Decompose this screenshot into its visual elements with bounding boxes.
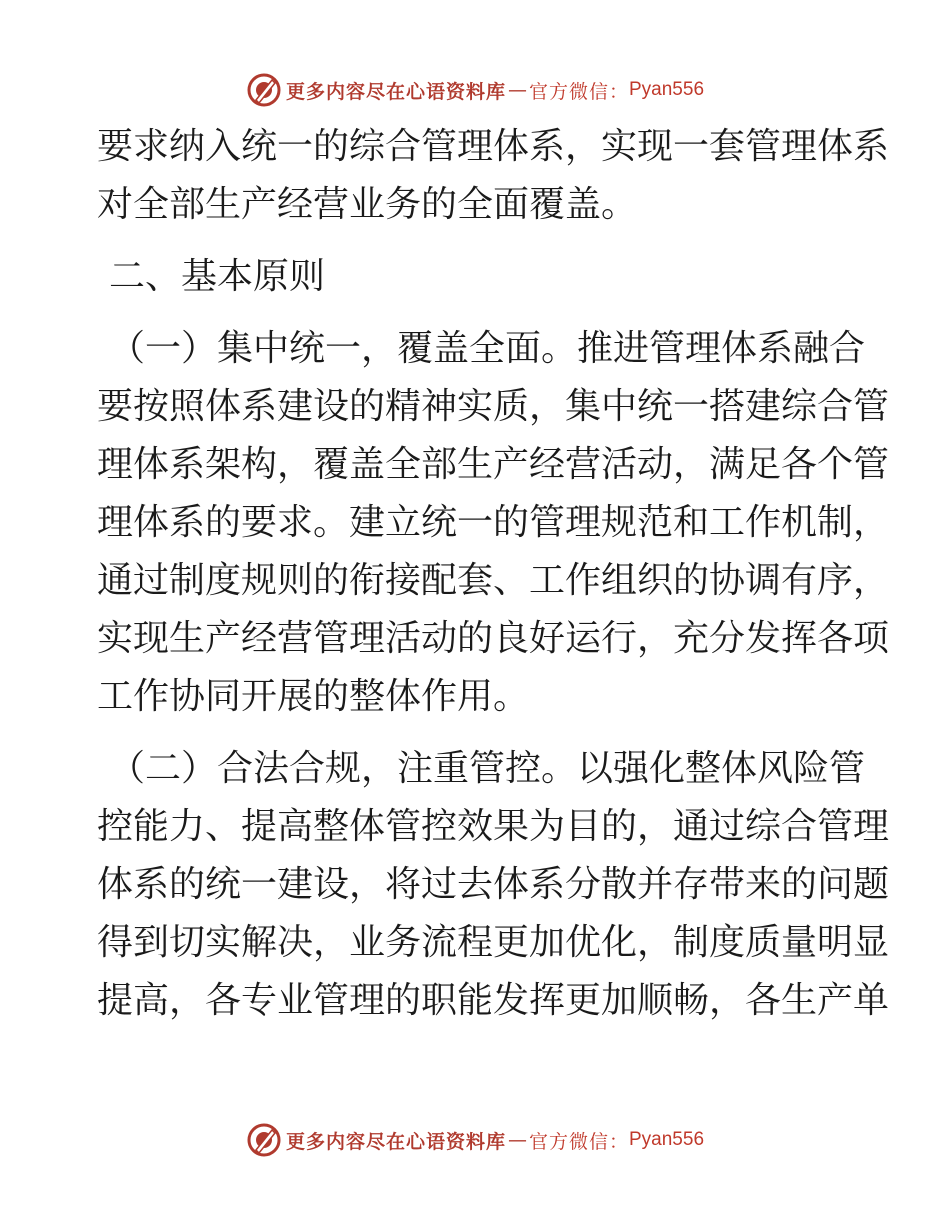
text-line: 通过制度规则的衔接配套、工作组织的协调有序， <box>97 560 890 601</box>
pen-logo-icon <box>246 1122 282 1158</box>
paragraph-intro <box>97 118 890 234</box>
banner-dash: — <box>507 1129 527 1151</box>
text-line: 实现生产经营管理活动的良好运行，充分发挥各项 <box>97 618 890 659</box>
text-line: 理体系架构，覆盖全部生产经营活动，满足各个管 <box>97 444 890 485</box>
wechat-label: 官方微信： <box>528 1130 629 1153</box>
footer-watermark-banner <box>0 1120 950 1160</box>
document-body <box>97 118 890 1030</box>
pen-logo-icon <box>246 72 282 108</box>
text-line: 要求纳入统一的综合管理体系，实现一套管理体系 <box>97 126 890 167</box>
wechat-label: 官方微信： <box>528 80 629 103</box>
site-name-text: 更多内容尽在心语资料库 <box>285 80 506 103</box>
wechat-id: Pyan556 <box>629 79 705 100</box>
site-name-text: 更多内容尽在心语资料库 <box>285 1130 506 1153</box>
section-heading: 二、基本原则 <box>109 256 326 297</box>
text-line: 体系的统一建设，将过去体系分散并存带来的问题 <box>97 864 890 905</box>
paragraph-principle-2 <box>97 740 890 1030</box>
text-line: （一）集中统一，覆盖全面。推进管理体系融合 <box>109 328 866 369</box>
text-line: （二）合法合规，注重管控。以强化整体风险管 <box>109 748 866 789</box>
text-line: 控能力、提高整体管控效果为目的，通过综合管理 <box>97 806 890 847</box>
banner-dash: — <box>507 79 527 101</box>
text-line: 理体系的要求。建立统一的管理规范和工作机制， <box>97 502 890 543</box>
wechat-id: Pyan556 <box>629 1129 705 1150</box>
text-line: 工作协同开展的整体作用。 <box>97 676 530 717</box>
text-line: 要按照体系建设的精神实质，集中统一搭建综合管 <box>97 386 890 427</box>
header-watermark-banner <box>0 70 950 110</box>
text-line: 提高，各专业管理的职能发挥更加顺畅，各生产单 <box>97 980 890 1021</box>
paragraph-principle-1 <box>97 320 890 726</box>
text-line: 对全部生产经营业务的全面覆盖。 <box>97 184 638 225</box>
text-line: 得到切实解决，业务流程更加优化，制度质量明显 <box>97 922 890 963</box>
